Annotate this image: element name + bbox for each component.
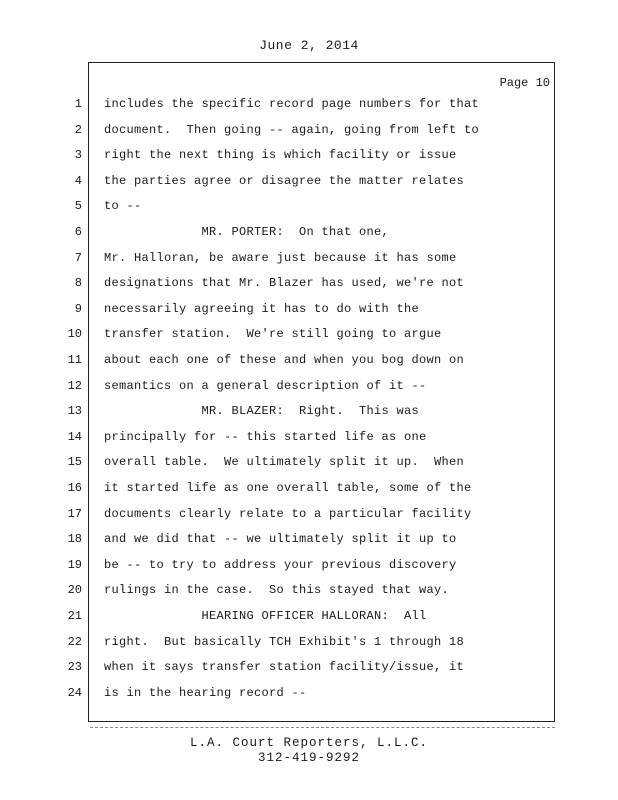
line-text: right the next thing is which facility or issue: [104, 148, 457, 162]
line-number: 10: [67, 327, 82, 341]
line-text: be -- to try to address your previous discovery: [104, 558, 457, 572]
line-text: HEARING OFFICER HALLORAN: All: [104, 609, 427, 623]
line-text: principally for -- this started life as one: [104, 430, 427, 444]
line-text: necessarily agreeing it has to do with the: [104, 302, 420, 316]
line-number: 23: [67, 660, 82, 674]
line-number: 20: [67, 583, 82, 597]
line-number: 12: [67, 379, 82, 393]
line-text: the parties agree or disagree the matter relates: [104, 174, 465, 188]
line-number: 2: [74, 123, 82, 137]
line-number: 21: [67, 609, 82, 623]
line-number: 13: [67, 404, 82, 418]
line-number: 18: [67, 532, 82, 546]
line-text: MR. BLAZER: Right. This was: [104, 404, 420, 418]
line-text: overall table. We ultimately split it up. When: [104, 455, 465, 469]
line-number: 1: [74, 97, 82, 111]
line-number: 8: [74, 276, 82, 290]
line-text: transfer station. We're still going to argue: [104, 327, 442, 341]
line-text: right. But basically TCH Exhibit's 1 through 18: [104, 635, 465, 649]
line-number: 5: [74, 199, 82, 213]
line-number: 15: [67, 455, 82, 469]
line-text: when it says transfer station facility/issue, it: [104, 660, 465, 674]
line-text: to --: [104, 199, 142, 213]
line-number: 14: [67, 430, 82, 444]
line-number: 22: [67, 635, 82, 649]
line-text: and we did that -- we ultimately split it up to: [104, 532, 457, 546]
footer-phone: 312-419-9292: [257, 751, 360, 765]
page-number: Page 10: [499, 76, 550, 90]
line-number: 17: [67, 507, 82, 521]
line-number: 4: [74, 174, 82, 188]
line-text: is in the hearing record --: [104, 686, 307, 700]
line-text: semantics on a general description of it --: [104, 379, 427, 393]
page-edge-divider: [90, 727, 555, 729]
footer-company: L.A. Court Reporters, L.L.C.: [189, 736, 429, 750]
line-text: Mr. Halloran, be aware just because it has some: [104, 251, 457, 265]
line-number: 6: [74, 225, 82, 239]
line-number: 3: [74, 148, 82, 162]
line-text: it started life as one overall table, some of the: [104, 481, 472, 495]
line-text: includes the specific record page numbers for that: [104, 97, 480, 111]
line-text: rulings in the case. So this stayed that way.: [104, 583, 450, 597]
header-date: June 2, 2014: [259, 38, 359, 53]
line-number: 11: [67, 353, 82, 367]
line-text: documents clearly relate to a particular facility: [104, 507, 472, 521]
line-text: MR. PORTER: On that one,: [104, 225, 390, 239]
line-text: designations that Mr. Blazer has used, we're not: [104, 276, 465, 290]
line-text: about each one of these and when you bog down on: [104, 353, 465, 367]
line-number: 7: [74, 251, 82, 265]
line-number: 19: [67, 558, 82, 572]
line-number: 16: [67, 481, 82, 495]
line-number: 24: [67, 686, 82, 700]
line-text: document. Then going -- again, going from left to: [104, 123, 480, 137]
line-number: 9: [74, 302, 82, 316]
